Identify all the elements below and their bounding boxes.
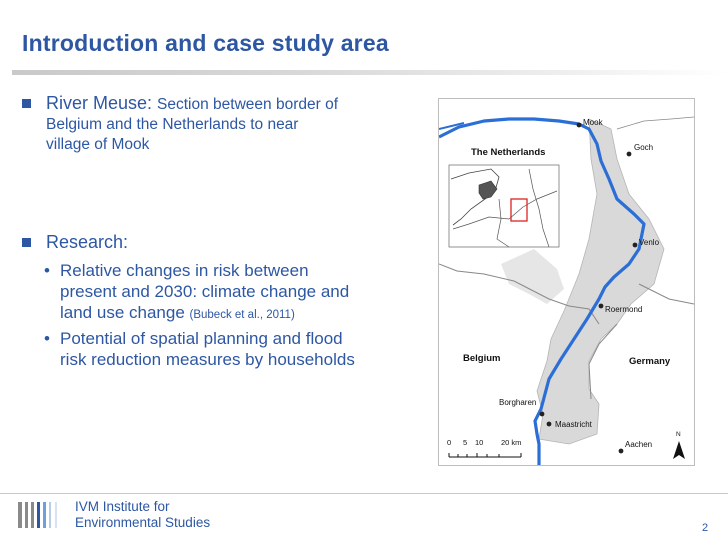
footer-divider <box>0 493 728 494</box>
title-divider <box>12 70 728 75</box>
bullet-river-meuse <box>22 93 432 155</box>
logo-line: Environmental Studies <box>75 515 211 530</box>
sub-bullet-text: Potential of spatial planning and flood <box>60 329 343 348</box>
city-label-mook: Mook <box>583 118 603 127</box>
city-label-goch: Goch <box>634 143 654 152</box>
bullet-square-icon <box>22 238 31 247</box>
bullet-text: village of Mook <box>46 136 150 153</box>
sub-bullet-text: land use change <box>60 303 185 322</box>
city-label-roermond: Roermond <box>605 305 643 314</box>
sub-bullet-text: risk reduction measures by households <box>60 350 355 369</box>
sub-bullet-text: Relative changes in risk between <box>60 261 309 280</box>
scale-label: 5 <box>463 438 468 447</box>
scale-label: 10 <box>475 438 484 447</box>
page-number: 2 <box>702 522 709 534</box>
north-arrow-icon <box>673 441 685 459</box>
city-label-borgharen: Borgharen <box>499 398 537 407</box>
sub-bullet-risk-changes <box>22 260 432 326</box>
scale-label: 0 <box>447 438 452 447</box>
sub-bullet-dot-icon: • <box>44 329 50 348</box>
country-label-netherlands: The Netherlands <box>471 147 546 158</box>
bullet-text: Section between border of <box>157 96 338 113</box>
bullet-heading: River Meuse: <box>46 93 153 113</box>
study-area-map <box>438 98 695 466</box>
border-line <box>617 117 694 129</box>
country-label-germany: Germany <box>629 356 671 367</box>
country-label-belgium: Belgium <box>463 353 501 364</box>
scale-bar <box>449 453 521 457</box>
north-label: N <box>676 431 681 438</box>
scale-label: 20 km <box>501 438 522 447</box>
bullet-text: Belgium and the Netherlands to near <box>46 116 299 133</box>
city-label-maastricht: Maastricht <box>555 420 592 429</box>
slide-title: Introduction and case study area <box>22 30 389 56</box>
bullet-research <box>22 232 432 370</box>
city-label-aachen: Aachen <box>625 440 653 449</box>
logo-line: IVM Institute for <box>75 499 170 514</box>
bullet-heading: Research: <box>46 232 129 252</box>
bullet-square-icon <box>22 99 31 108</box>
sub-bullet-text: present and 2030: climate change and <box>60 282 350 301</box>
sub-bullet-dot-icon: • <box>44 261 50 280</box>
city-label-venlo: Venlo <box>639 238 660 247</box>
institute-logo-text <box>75 499 210 531</box>
citation: (Bubeck et al., 2011) <box>189 309 295 321</box>
sub-bullet-spatial-planning <box>22 328 432 370</box>
